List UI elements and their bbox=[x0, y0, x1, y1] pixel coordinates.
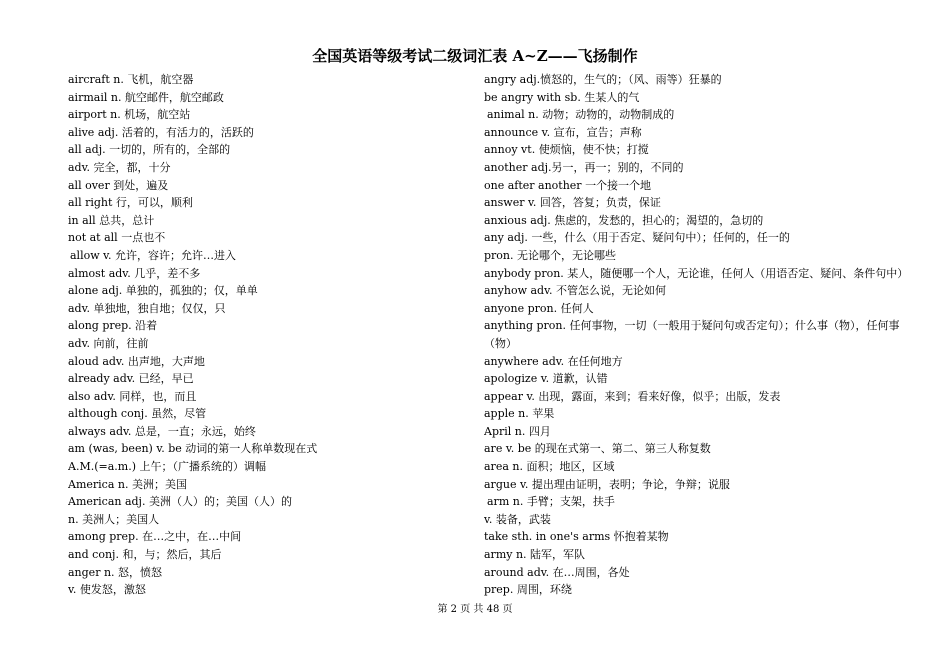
right-column bbox=[484, 71, 919, 599]
vocab-entry: argue v. 提出理由证明，表明；争论，争辩；说服 bbox=[484, 477, 730, 491]
vocab-entry: aircraft n. 飞机，航空器 bbox=[68, 73, 194, 86]
vocab-entry: apple n. 苹果 bbox=[484, 407, 555, 421]
vocab-entry: America n. 美洲；美国 bbox=[68, 477, 187, 491]
vocab-entry: annoy vt. 使烦恼，使不快；打搅 bbox=[484, 143, 649, 157]
vocab-entry: anxious adj. 焦虑的，发愁的，担心的；渴望的，急切的 bbox=[484, 213, 764, 227]
vocab-entry: anyhow adv. 不管怎么说，无论如何 bbox=[484, 284, 666, 298]
vocab-entry: adv. 向前，往前 bbox=[68, 336, 149, 350]
vocab-entry: around adv. 在…周围，各处 bbox=[484, 565, 630, 579]
vocab-entry: anger n. 怒，愤怒 bbox=[68, 565, 163, 579]
vocab-entry: in all 总共，总计 bbox=[68, 213, 155, 227]
vocab-entry: v. 使发怒，激怒 bbox=[68, 583, 146, 597]
vocab-entry: n. 美洲人；美国人 bbox=[68, 512, 160, 526]
vocab-entry: any adj. 一些，什么（用于否定、疑问句中）；任何的，任一的 bbox=[484, 231, 790, 245]
vocab-entry: alive adj. 活着的，有活力的，活跃的 bbox=[68, 125, 254, 139]
vocab-entry: aloud adv. 出声地，大声地 bbox=[68, 354, 205, 368]
vocab-entry: American adj. 美洲（人）的；美国（人）的 bbox=[68, 495, 292, 509]
vocab-entry: airport n. 机场，航空站 bbox=[68, 108, 191, 122]
vocab-entry: appear v. 出现，露面，来到；看来好像，似乎；出版，发表 bbox=[484, 389, 781, 403]
vocab-entry: also adv. 同样，也，而且 bbox=[68, 389, 197, 403]
vocab-entry: am (was, been) v. be 动词的第一人称单数现在式 bbox=[68, 442, 318, 456]
vocab-entry: arm n. 手臂；支架，扶手 bbox=[487, 495, 615, 509]
vocab-entry: all over 到处，遍及 bbox=[68, 178, 169, 192]
vocab-entry: adv. 单独地，独自地；仅仅，只 bbox=[68, 301, 226, 315]
vocab-entry: anywhere adv. 在任何地方 bbox=[484, 354, 623, 368]
vocab-entry: answer v. 回答，答复；负责，保证 bbox=[484, 196, 661, 210]
left-column bbox=[68, 71, 463, 599]
page-title: 全国英语等级考试二级词汇表 A~Z——飞扬制作 bbox=[312, 47, 638, 65]
vocab-entry: not at all 一点也不 bbox=[68, 231, 166, 245]
vocab-entry: and conj. 和，与；然后，其后 bbox=[68, 548, 222, 562]
vocab-entry: are v. be 的现在式第一、第二、第三人称复数 bbox=[484, 442, 711, 456]
vocab-entry: allow v. 允许，容许；允许…进入 bbox=[70, 248, 237, 262]
vocab-entry: along prep. 沿着 bbox=[68, 319, 158, 333]
vocab-entry: area n. 面积；地区，区域 bbox=[484, 460, 615, 474]
vocab-entry: another adj.另一，再一；别的，不同的 bbox=[484, 160, 684, 174]
vocab-entry: prep. 周围，环绕 bbox=[484, 583, 572, 597]
page-number-footer: 第 2 页 共 48 页 bbox=[437, 604, 513, 615]
vocab-entry: be angry with sb. 生某人的气 bbox=[484, 90, 640, 104]
vocab-entry: all right 行，可以，顺利 bbox=[68, 196, 193, 210]
vocab-entry: alone adj. 单独的，孤独的；仅，单单 bbox=[68, 284, 258, 298]
vocab-entry: announce v. 宣布，宣告；声称 bbox=[484, 125, 642, 139]
vocab-entry: pron. 无论哪个，无论哪些 bbox=[484, 248, 616, 262]
vocab-entry: apologize v. 道歉，认错 bbox=[484, 372, 608, 386]
vocab-entry: adv. 完全，都，十分 bbox=[68, 160, 171, 174]
vocab-entry: army n. 陆军，军队 bbox=[484, 548, 586, 562]
vocab-entry: almost adv. 几乎，差不多 bbox=[68, 266, 201, 280]
vocab-entry: all adj. 一切的，所有的，全部的 bbox=[68, 143, 231, 157]
vocab-entry: already adv. 已经，早已 bbox=[68, 372, 194, 386]
vocab-entry: although conj. 虽然，尽管 bbox=[68, 407, 207, 421]
vocab-entry: angry adj.愤怒的，生气的；（风、雨等）狂暴的 bbox=[484, 73, 722, 86]
vocab-entry: among prep. 在…之中，在…中间 bbox=[68, 530, 242, 544]
vocab-entry: always adv. 总是，一直；永远，始终 bbox=[68, 424, 256, 438]
vocab-entry: v. 装备，武装 bbox=[484, 512, 551, 526]
vocab-entry: animal n. 动物；动物的，动物制成的 bbox=[487, 108, 675, 122]
vocab-entry: April n. 四月 bbox=[484, 424, 551, 438]
vocab-entry: anyone pron. 任何人 bbox=[484, 301, 594, 315]
vocab-entry: airmail n. 航空邮件，航空邮政 bbox=[68, 90, 224, 104]
vocab-entry: anybody pron. 某人，随便哪一个人，无论谁，任何人（用语否定、疑问、条件句中） bbox=[484, 266, 909, 280]
vocab-entry: one after another 一个接一个地 bbox=[484, 178, 652, 192]
vocab-entry: A.M.(=a.m.) 上午；（广播系统的）调幅 bbox=[68, 460, 266, 474]
vocab-entry: take sth. in one's arms 怀抱着某物 bbox=[484, 530, 669, 544]
vocab-entry: anything pron. 任何事物，一切（一般用于疑问句或否定句）；什么事（物），任何事（物） bbox=[484, 319, 900, 350]
